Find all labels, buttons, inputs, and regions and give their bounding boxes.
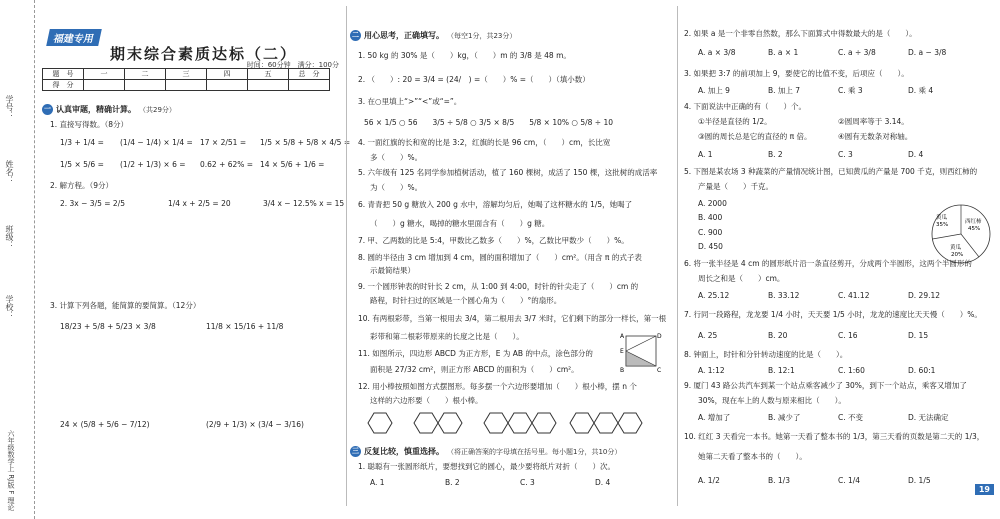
page-number: 19 [975,484,994,495]
choice-option[interactable]: B. 减少了 [768,413,801,422]
choice-option[interactable]: D. 无法确定 [908,413,949,422]
section-hint: （每空1分，共23分） [447,31,517,40]
gutter-label: 学校： [5,295,14,319]
section-number: 一 [44,105,51,113]
section-number: 二 [352,31,359,39]
choice-option[interactable]: C. a ÷ 3/8 [838,48,876,57]
choice-option[interactable]: B. 20 [768,331,788,340]
section-heading [350,446,621,457]
section-title: 认真审题，精确计算。 [56,105,136,114]
choice-option[interactable]: C. 1/4 [838,476,861,485]
choice-option[interactable]: D. 15 [908,331,929,340]
choice-option[interactable]: A. 1/2 [698,476,720,485]
simplify-item: 24 × (5/8 + 5/6 − 7/12) [60,420,150,429]
choice-option[interactable]: A. 25.12 [698,291,730,300]
middle-column [350,0,675,519]
choice-option[interactable]: A. 1 [698,150,713,159]
score-cell: 五 [248,69,289,80]
exam-title: 期末综合素质达标（二） [110,45,298,63]
fill-question: 9. 一个圆形钟表的时针长 2 cm，从 1:00 到 4:00，时针的针尖走了（ ）cm 的 [358,282,639,291]
statement: ③圆的周长总是它的直径的 π 倍。 [698,132,812,141]
choice-question: 30%，现在车上的人数与原来相比（ ）。 [698,396,846,405]
choice-option[interactable]: D. 450 [698,242,723,251]
section-title: 反复比较，慎重选择。 [364,447,444,456]
fill-question: 3. 在○里填上“>”“<”或“=”。 [358,97,462,106]
binding-gutter [0,0,35,519]
choice-option[interactable]: C. 1:60 [838,366,865,375]
choice-option[interactable]: B. 400 [698,213,723,222]
score-cell: 题 号 [43,69,84,80]
pie-label: 黄瓜 [950,245,962,251]
choice-question: 5. 下图是某农场 3 种蔬菜的产量情况统计图，已知黄瓜的产量是 700 千克，则西红柿的 [684,167,978,176]
choice-question: 1. 聪聪有一张圆形纸片，要想找到它的圆心，最少要将纸片对折（ ）次。 [358,462,616,471]
gutter-label: 班级： [5,225,14,249]
choice-option[interactable]: D. 60:1 [908,366,936,375]
choice-question: 10. 红红 3 天看完一本书。她第一天看了整本书的 1/3，第三天看的页数是第二天的 1/3， [684,432,985,441]
pie-chart [930,203,992,265]
score-cell: 二 [125,69,166,80]
compare-items: 56 × 1/5 ○ 56 3/5 ÷ 5/8 ○ 3/5 × 8/5 5/8 × 10% ○ 5/8 ÷ 10 [364,118,613,127]
right-column [680,0,998,519]
score-cell: 总 分 [289,69,330,80]
score-cell: 四 [207,69,248,80]
choice-question: 8. 钟面上，时针和分针转动速度的比是（ ）。 [684,350,848,359]
column-divider [346,6,347,506]
score-input[interactable] [289,80,330,91]
pie-label: 黄瓜 [936,215,948,221]
choice-option[interactable]: A. 2000 [698,199,727,208]
equation-item: 2. 3x − 3/5 = 2/5 [60,199,125,208]
gutter-label: 学号： [5,95,14,119]
choice-question: 9. 厦门 43 路公共汽车到某一个站点乘客减少了 30%，到下一个站点，乘客又增加了 [684,381,967,390]
column-divider [677,6,678,506]
calc-item: 1/5 × 5/8 + 5/8 × 4/5 = [260,138,351,147]
choice-option[interactable]: D. a − 3/8 [908,48,947,57]
choice-option[interactable]: A. 25 [698,331,718,340]
fill-question: 11. 如图所示，四边形 ABCD 为正方形，E 为 AB 的中点，涂色部分的 [358,349,593,358]
calc-item: 17 × 2/51 = [200,138,247,147]
calc-item: 1/3 + 1/4 = [60,138,104,147]
fill-question: （ ）g 糖水，喝掉的糖水里面含有（ ）g 糖。 [370,219,550,228]
left-column [38,0,351,519]
simplify-item: (2/9 + 1/3) × (3/4 − 3/16) [206,420,304,429]
fill-question: 8. 圆的半径由 3 cm 增加到 4 cm，圆的面积增加了（ ）cm²。（用含 π 的式子表 [358,253,642,262]
figure-label: C [657,367,662,374]
score-input[interactable] [125,80,166,91]
choice-option[interactable]: C. 3 [838,150,853,159]
score-cell: 一 [84,69,125,80]
choice-option[interactable]: C. 900 [698,228,723,237]
calc-item: 14 × 5/6 + 1/6 = [260,160,325,169]
statement: ②圆周率等于 3.14。 [838,117,909,126]
choice-question: 3. 如果把 3:7 的前项加上 9，要使它的比值不变，后项应（ ）。 [684,69,909,78]
fill-question: 彩带和第二根彩带原来的长度之比是（ ）。 [370,332,524,341]
choice-option[interactable]: A. a × 3/8 [698,48,736,57]
choice-option[interactable]: B. 加上 7 [768,86,801,95]
score-input[interactable] [207,80,248,91]
score-input[interactable] [248,80,289,91]
section-number: 三 [352,447,359,455]
fill-question: 1. 50 kg 的 30% 是（ ）kg，（ ）m 的 3/8 是 48 m。 [358,51,571,60]
score-input[interactable] [84,80,125,91]
choice-question: 她第二天看了整本书的（ ）。 [698,452,807,461]
figure-label: D [657,333,662,340]
choice-option[interactable]: C. 不变 [838,413,864,422]
choice-question: 7. 行同一段路程，龙龙要 1/4 小时，天天要 1/5 小时，龙龙的速度比天天慢（ ）%。 [684,310,982,319]
calc-item: 1/5 × 5/6 = [60,160,104,169]
score-header-row [43,69,330,80]
fill-question: 12. 用小棒按照如图方式摆图形。每多摆一个六边形要增加（ ）根小棒，摆 n 个 [358,382,637,391]
choice-question: 产量是（ ）千克。 [698,182,773,191]
fill-question: 7. 甲、乙两数的比是 5:4，甲数比乙数多（ ）%，乙数比甲数少（ ）%。 [358,236,629,245]
section-heading [350,30,516,41]
hexagon-figure [358,408,658,438]
calc-item: 0.62 + 62% = [200,160,254,169]
choice-option[interactable]: D. 4 [908,150,924,159]
score-cell: 得 分 [43,80,84,91]
fill-question: 面积是 27/32 cm²，则正方形 ABCD 的面积为（ ）cm²。 [370,365,579,374]
section-hint: （共29分） [139,105,176,114]
choice-question: 6. 将一张半径是 4 cm 的圆形纸片沿一条直径剪开，分成两个半圆形，这两个半圆形的 [684,259,972,268]
simplify-item: 11/8 × 15/16 + 11/8 [206,322,284,331]
figure-label: B [620,367,625,374]
choice-option[interactable]: A. 增加了 [698,413,731,422]
score-cell: 三 [166,69,207,80]
choice-question: 4. 下面说法中正确的有（ ）个。 [684,102,807,111]
pie-value: 35% [936,222,949,228]
fill-question: 路程，时针扫过的区域是一个圆心角为（ ）°的扇形。 [370,296,562,305]
score-input[interactable] [166,80,207,91]
choice-option[interactable]: C. 乘 3 [838,86,863,95]
equation-item: 1/4 x + 2/5 = 20 [168,199,231,208]
question-text: 3. 计算下列各题，能简算的要简算。（12分） [50,301,201,310]
calc-item: (1/2 + 1/3) × 6 = [120,160,186,169]
statement: ④圆有无数条对称轴。 [838,132,913,141]
fill-question: 示最简结果） [370,266,415,275]
fill-question: 2. （ ）: 20 = 3/4 = (24/ ) =（ ）% =（ ）（填小数） [358,75,590,84]
question-text: 2. 解方程。（9分） [50,181,114,190]
choice-option[interactable]: C. 16 [838,331,858,340]
choice-option[interactable]: A. 加上 9 [698,86,730,95]
section-hint: （将正确答案的字母填在括号里。每小题1分，共10分） [447,447,622,456]
fill-question: 这样的六边形要（ ）根小棒。 [370,396,483,405]
choice-option[interactable]: A. 1 [370,478,385,487]
simplify-item: 18/23 + 5/8 + 5/23 × 3/8 [60,322,156,331]
choice-option[interactable]: B. 12:1 [768,366,795,375]
choice-option[interactable]: D. 4 [595,478,611,487]
fill-question: 为（ ）%。 [370,183,423,192]
choice-option[interactable]: A. 1:12 [698,366,725,375]
choice-question: 2. 如果 a 是一个非零自然数，那么下面算式中得数最大的是（ ）。 [684,29,917,38]
section-heading [42,104,176,115]
section-title: 用心思考，正确填写。 [364,31,444,40]
gutter-label: 姓名： [5,160,14,184]
choice-option[interactable]: B. 33.12 [768,291,800,300]
region-badge: 福建专用 [46,29,102,46]
pie-value: 20% [951,252,964,258]
choice-option[interactable]: D. 29.12 [908,291,941,300]
score-value-row [43,80,330,91]
figure-label: E [620,348,624,355]
fill-question: 5. 六年级有 125 名同学参加植树活动，植了 160 棵树，成活了 150 棵，这批树的成活率 [358,168,658,177]
choice-option[interactable]: B. 1/3 [768,476,790,485]
choice-option[interactable]: B. 2 [768,150,783,159]
fill-question: 6. 青青把 50 g 糖放入 200 g 水中，溶解均匀后，她喝了这杯糖水的 1/5，她喝了 [358,200,633,209]
choice-option[interactable]: C. 3 [520,478,535,487]
exam-meta: 时间：60分钟 满分：100分 [246,61,339,69]
spine-text: 六年级数学上 RJ版 F 理论 [7,430,15,511]
statement: ①半径是直径的 1/2。 [698,117,772,126]
fill-question: 4. 一面红旗的长和宽的比是 3:2，红旗的长是 96 cm，（ ）cm，长比宽 [358,138,611,147]
choice-question: 周长之和是（ ）cm。 [698,274,785,283]
fill-question: 多（ ）%。 [370,153,423,162]
pie-label: 西红柿 [965,219,982,225]
choice-option[interactable]: B. 2 [445,478,460,487]
pie-value: 45% [968,226,981,232]
fill-question: 10. 有两根彩带，当第一根用去 3/4，第二根用去 3/7 米时，它们剩下的部分一样长，第一根 [358,314,667,323]
figure-label: A [620,333,625,340]
score-table [42,68,330,91]
choice-option[interactable]: D. 乘 4 [908,86,934,95]
choice-option[interactable]: B. a × 1 [768,48,799,57]
calc-item: (1/4 − 1/4) × 1/4 = [120,138,193,147]
choice-option[interactable]: C. 41.12 [838,291,870,300]
question-text: 1. 直接写得数。（8分） [50,120,129,129]
choice-option[interactable]: D. 1/5 [908,476,931,485]
square-figure [620,330,660,374]
equation-item: 3/4 x − 12.5% x = 15 [263,199,345,208]
